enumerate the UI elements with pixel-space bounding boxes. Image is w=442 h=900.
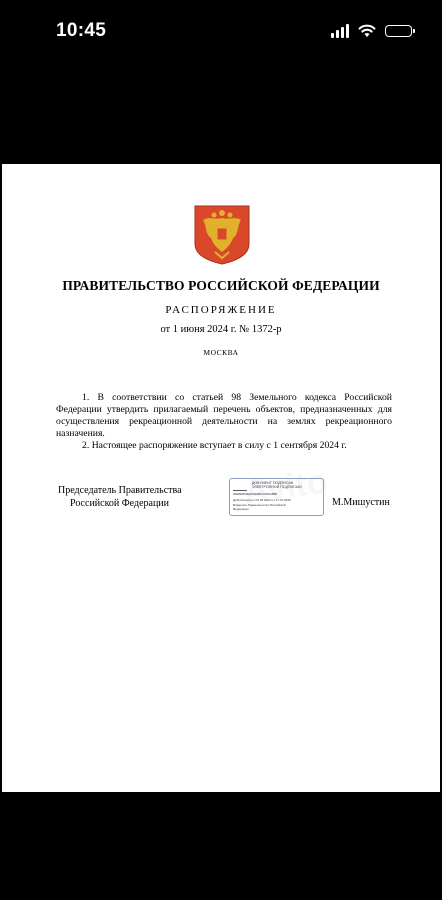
stamp-header	[252, 481, 302, 489]
signatory-title-line2: Российской Федерации	[70, 497, 170, 509]
paragraph-1: 1. В соответствии со статьей 98 Земельного кодекса Российской Федерации утвердить прилагаемый перечень объектов, предназначенных для осуществления рекреационной деятельности на землях рекреационного назначения.	[56, 392, 392, 439]
russian-coat-of-arms-icon	[193, 204, 251, 266]
stamp-header-line2: ЭЛЕКТРОННОЙ ПОДПИСЬЮ	[252, 485, 302, 490]
battery-icon	[385, 25, 412, 37]
cellular-signal-icon	[331, 24, 349, 38]
document-page	[2, 164, 440, 792]
document-type: РАСПОРЯЖЕНИЕ	[165, 304, 277, 316]
status-icons	[331, 24, 412, 38]
electronic-signature-stamp	[229, 478, 324, 516]
signatory-title-line1: Председатель Правительства	[58, 485, 182, 496]
signatory-name: М.Мишустин	[332, 497, 390, 508]
document-date-number: от 1 июня 2024 г. № 1372-р	[160, 324, 282, 335]
document-city: МОСКВА	[203, 348, 239, 357]
stamp-header-line1: ДОКУМЕНТ ПОДПИСАН	[252, 481, 294, 485]
wifi-icon	[358, 24, 376, 38]
stamp-valid: Действителен с 03.05.2024 по 27.07.2025	[233, 498, 291, 502]
document-title: ПРАВИТЕЛЬСТВО РОССИЙСКОЙ ФЕДЕРАЦИИ	[62, 278, 380, 293]
stamp-owner: Владелец Правительство Российской	[233, 503, 286, 507]
stamp-owner2: Федерации	[233, 507, 249, 511]
government-building-icon	[233, 482, 247, 491]
paragraph-2: 2. Настоящее распоряжение вступает в силу с 1 сентября 2024 г.	[82, 440, 347, 451]
status-time: 10:45	[56, 20, 107, 41]
signatory-title	[58, 485, 182, 510]
stamp-cert: 00E8E8D9E6F8A9B2C0D9A8B8	[233, 492, 278, 496]
status-bar	[0, 0, 442, 60]
document-body	[56, 392, 392, 452]
